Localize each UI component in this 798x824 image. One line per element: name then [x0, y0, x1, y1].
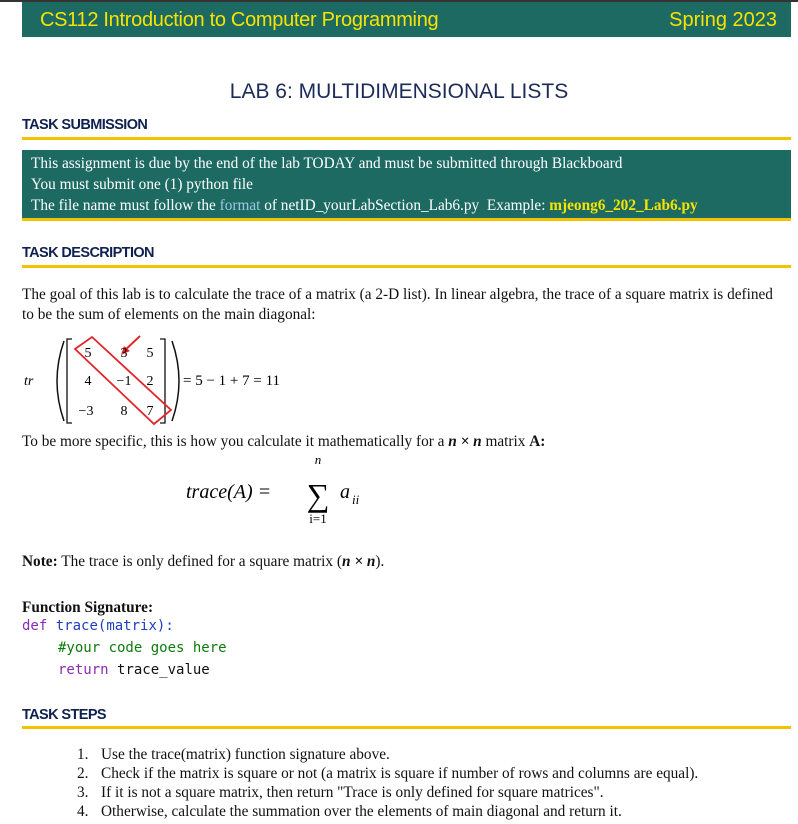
matrix-tr-label: tr	[24, 374, 34, 389]
submission-box	[22, 150, 791, 218]
submission-line-3-c: of netID_yourLabSection_Lab6.py	[264, 197, 480, 214]
note-text	[22, 552, 782, 572]
formula-lhs: trace(A) =	[186, 481, 272, 503]
specific-d: A:	[529, 433, 546, 450]
step-number: 3.	[77, 784, 89, 801]
description-rule	[22, 265, 791, 268]
step-number: 4.	[77, 803, 89, 820]
signature-label: Function Signature:	[22, 599, 154, 616]
code-def-line	[22, 618, 174, 634]
submission-box-rule	[22, 218, 791, 221]
specific-a: To be more specific, this is how you calculate it mathematically for a	[22, 433, 445, 450]
formula-upper: n	[314, 452, 322, 467]
matrix-cell-1-0: 4	[84, 374, 92, 389]
step-number: 2.	[77, 765, 89, 782]
example-label: Example:	[486, 197, 546, 214]
formula-sigma: ∑	[306, 477, 330, 513]
matrix-cell-0-0: 5	[84, 346, 92, 361]
matrix-illustration	[20, 335, 320, 427]
specific-c: matrix	[485, 433, 526, 450]
lab-title: LAB 6: MULTIDIMENSIONAL LISTS	[229, 80, 569, 103]
course-title: CS112 Introduction to Computer Programming	[40, 9, 439, 31]
code-return-kw: return	[58, 662, 109, 678]
matrix-cell-2-2: 7	[146, 404, 154, 419]
note-body: The trace is only defined for a square matrix (	[61, 553, 343, 570]
formula-lower: i=1	[309, 511, 327, 526]
step-text: Otherwise, calculate the summation over the elements of main diagonal and return it.	[101, 803, 622, 820]
step-text: If it is not a square matrix, then return "Trace is only defined for square matrices".	[101, 784, 604, 801]
steps-rule	[22, 726, 791, 729]
course-term: Spring 2023	[669, 9, 777, 31]
specific-nxn: n × n	[448, 433, 482, 450]
note-label: Note:	[22, 553, 58, 570]
step-text: Use the trace(matrix) function signature above.	[101, 746, 390, 763]
matrix-cell-2-1: 8	[120, 404, 128, 419]
right-bracket	[160, 339, 165, 423]
matrix-cell-1-1: −1	[116, 374, 132, 389]
submission-line-3-a: The file name must follow the	[31, 197, 216, 214]
step-number: 1.	[77, 746, 89, 763]
left-paren	[57, 341, 64, 421]
format-link[interactable]: format	[219, 197, 261, 214]
left-bracket	[67, 339, 72, 423]
note-end: ).	[375, 553, 385, 570]
matrix-cell-0-2: 5	[146, 346, 154, 361]
specific-text	[22, 432, 782, 452]
code-return-val: trace_value	[117, 662, 210, 678]
code-fn-name: trace	[55, 618, 98, 634]
code-comment: #your code goes here	[58, 640, 227, 656]
right-paren	[172, 341, 179, 421]
steps-heading: TASK STEPS	[22, 707, 106, 723]
submission-rule	[22, 137, 791, 140]
code-return-line	[58, 662, 210, 678]
trace-formula	[180, 452, 400, 532]
submission-heading: TASK SUBMISSION	[22, 117, 148, 133]
code-params: (matrix):	[97, 618, 174, 634]
note-nxn: n × n	[342, 553, 376, 570]
course-header	[22, 2, 791, 37]
formula-term: a	[340, 481, 350, 503]
matrix-cell-0-1: 3	[120, 346, 128, 361]
example-filename: mjeong6_202_Lab6.py	[549, 197, 698, 214]
step-text: Check if the matrix is square or not (a matrix is square if number of rows and columns are equal).	[101, 765, 699, 782]
matrix-cell-1-2: 2	[146, 374, 154, 389]
description-heading: TASK DESCRIPTION	[22, 245, 154, 261]
submission-line-1: This assignment is due by the end of the lab TODAY and must be submitted through Blackboard	[31, 155, 623, 172]
submission-line-3	[31, 197, 698, 215]
submission-line-2: You must submit one (1) python file	[31, 176, 253, 193]
matrix-cell-2-0: −3	[78, 404, 94, 419]
formula-sub: ii	[352, 492, 360, 507]
description-intro: The goal of this lab is to calculate the trace of a matrix (a 2-D list). In linear algebra, the trace of a square matrix is defined to be the sum of elements on the main diagonal:	[22, 286, 773, 323]
code-def-kw: def	[22, 618, 48, 634]
matrix-result: = 5 − 1 + 7 = 11	[183, 373, 281, 389]
